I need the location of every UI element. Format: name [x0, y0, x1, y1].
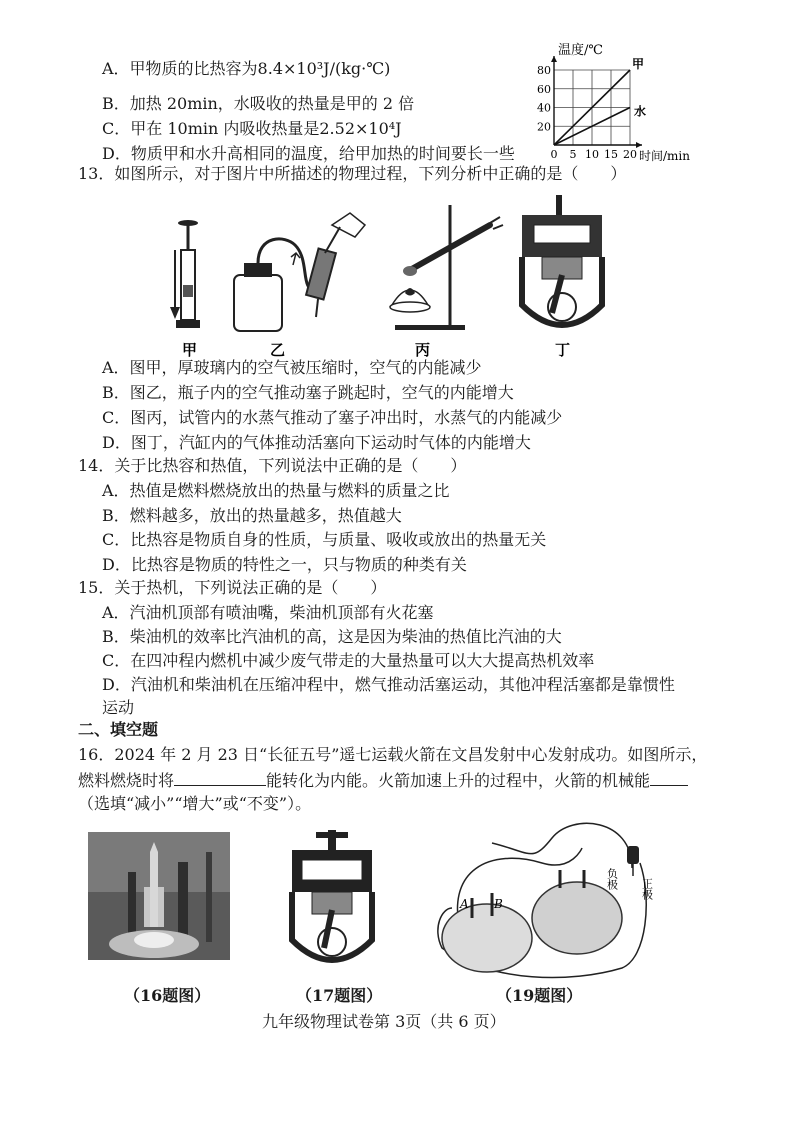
q13-option-a: A．图甲，厚玻璃内的空气被压缩时，空气的内能减少	[102, 358, 482, 377]
fig-yi-bottle-pump	[234, 213, 365, 331]
positive-terminal-label: 正极	[640, 878, 654, 900]
chart-x-tick-1: 5	[569, 148, 577, 161]
chart-x-tick-0: 0	[550, 148, 558, 161]
q16-blank-2[interactable]	[650, 769, 688, 786]
section-title-fill-in: 二、填空题	[78, 720, 159, 739]
engine-diagram	[288, 830, 378, 970]
caption-fig-17: （17题图）	[296, 986, 383, 1005]
q14-option-c: C．比热容是物质自身的性质，与质量、吸收或放出的热量无关	[102, 530, 547, 549]
fig-label-jia: 甲	[182, 341, 198, 359]
fig-ding-engine-cylinder	[522, 195, 602, 325]
chart-y-tick-0: 20	[537, 120, 551, 134]
fig-label-bing: 丙	[415, 341, 431, 359]
fig-jia-compression-cylinder	[170, 220, 200, 328]
caption-fig-19: （19题图）	[496, 986, 583, 1005]
q16-text-b: 能转化为内能。火箭加速上升的过程中，火箭的机械能	[266, 771, 651, 790]
caption-fig-16: （16题图）	[124, 986, 211, 1005]
q16-line-1: 16．2024 年 2 月 23 日“长征五号”遥七运载火箭在文昌发射中心发射成功。如图所示，	[78, 745, 708, 764]
q16-line-3: （选填“减小”“增大”或“不变”）。	[78, 794, 312, 813]
chart-y-tick-1: 40	[537, 101, 551, 115]
q14-stem: 14．关于比热容和热值，下列说法中正确的是（ ）	[78, 456, 467, 475]
q12-option-b: B．加热 20min，水吸收的热量是甲的 2 倍	[102, 94, 415, 113]
chart-series-label-0: 甲	[632, 57, 645, 71]
negative-terminal-label: 负极	[605, 868, 619, 890]
q13-figures	[160, 195, 620, 365]
electrode-label-b: B	[494, 897, 503, 911]
fig-label-ding: 丁	[555, 341, 571, 359]
q13-option-b: B．图乙，瓶子内的空气推动塞子跳起时，空气的内能增大	[102, 383, 514, 402]
chart-y-axis-arrow	[551, 56, 557, 62]
fruit-battery-circuit	[432, 808, 662, 986]
q15-option-c: C．在四冲程内燃机中减少废气带走的大量热量可以大大提高热机效率	[102, 651, 595, 670]
temperature-time-chart	[528, 40, 708, 170]
q12-option-d: D．物质甲和水升高相同的温度，给甲加热的时间要长一些	[102, 144, 515, 163]
q14-option-a: A．热值是燃料燃烧放出的热量与燃料的质量之比	[102, 481, 450, 500]
q12-option-a: A．甲物质的比热容为8.4×10³J/(kg·℃)	[102, 59, 391, 78]
q15-option-d: D．汽油机和柴油机在压缩冲程中，燃气推动活塞运动，其他冲程活塞都是靠惯性	[102, 675, 675, 694]
chart-x-tick-2: 10	[585, 148, 599, 161]
q16-text-a: 燃料燃烧时将	[78, 771, 175, 790]
chart-y-axis-label: 温度/℃	[558, 43, 603, 58]
q14-option-b: B．燃料越多，放出的热量越多，热值越大	[102, 506, 402, 525]
q14-option-d: D．比热容是物质的特性之一，只与物质的种类有关	[102, 555, 467, 574]
q12-option-c: C．甲在 10min 内吸收热量是2.52×10⁴J	[102, 119, 402, 138]
fig-bing-test-tube	[390, 205, 503, 330]
q15-option-d-continued: 运动	[102, 698, 135, 717]
chart-x-tick-4: 20	[623, 148, 637, 161]
q13-option-c: C．图丙，试管内的水蒸气推动了塞子冲出时，水蒸气的内能减少	[102, 408, 563, 427]
q15-stem: 15．关于热机，下列说法正确的是（ ）	[78, 578, 387, 597]
q16-line-2	[78, 769, 688, 792]
electrode-label-a: A	[460, 897, 469, 911]
fig-label-yi: 乙	[270, 341, 286, 359]
q13-stem: 13．如图所示，对于图片中所描述的物理过程，下列分析中正确的是（ ）	[78, 164, 627, 183]
chart-y-tick-2: 60	[537, 82, 551, 96]
page-footer: 九年级物理试卷第 3页（共 6 页）	[262, 1012, 506, 1031]
chart-x-tick-3: 15	[604, 148, 618, 161]
rocket-launch-photo	[88, 832, 230, 960]
q15-option-b: B．柴油机的效率比汽油机的高，这是因为柴油的热值比汽油的大	[102, 627, 562, 646]
q16-blank-1[interactable]	[174, 769, 266, 786]
q13-option-d: D．图丁，汽缸内的气体推动活塞向下运动时气体的内能增大	[102, 433, 531, 452]
chart-series-label-1: 水	[634, 104, 647, 119]
chart-y-tick-3: 80	[537, 64, 551, 77]
q15-option-a: A．汽油机顶部有喷油嘴，柴油机顶部有火花塞	[102, 603, 434, 622]
chart-x-axis-label: 时间/min	[639, 149, 690, 163]
